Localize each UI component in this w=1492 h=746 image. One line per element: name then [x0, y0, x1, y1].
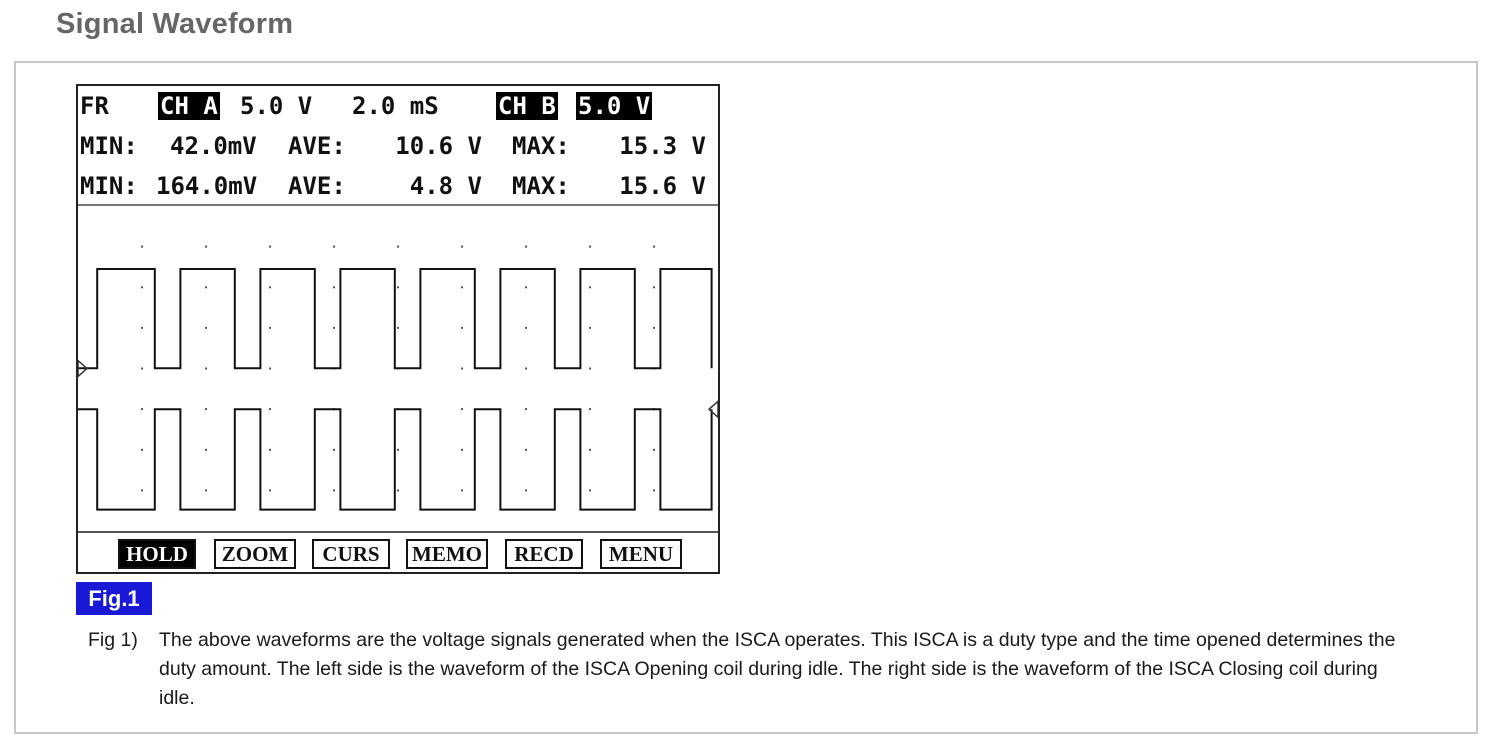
ch-a-trace — [78, 269, 712, 368]
grid-dot — [205, 408, 207, 410]
softkey-bar — [78, 531, 718, 572]
grid-dot — [141, 489, 143, 491]
grid-dot — [141, 246, 143, 248]
stat-ave-label: AVE: — [288, 132, 346, 160]
ch-a-ave-value: 10.6 V — [395, 132, 482, 160]
grid-dot — [269, 408, 271, 410]
grid-dot — [397, 327, 399, 329]
grid-dot — [461, 489, 463, 491]
grid-dot — [205, 246, 207, 248]
grid-dot — [205, 489, 207, 491]
waveform-plot — [78, 206, 718, 531]
caption-lead: Fig 1) — [88, 629, 138, 651]
menu-button[interactable]: MENU — [600, 539, 682, 569]
mode-label: FR — [80, 92, 109, 120]
stat-max-label: MAX: — [512, 132, 570, 160]
ch-b-max-value: 15.6 V — [619, 172, 706, 200]
grid-dot — [589, 408, 591, 410]
grid-dot — [525, 286, 527, 288]
grid-dot — [461, 368, 463, 370]
grid-dot — [525, 368, 527, 370]
ch-b-volts: 5.0 V — [578, 92, 651, 120]
grid-dot — [589, 327, 591, 329]
hold-button[interactable]: HOLD — [118, 539, 196, 569]
ch-b-trigger-marker — [709, 401, 718, 417]
grid-dot — [589, 286, 591, 288]
grid-dot — [333, 449, 335, 451]
grid-dot — [653, 246, 655, 248]
grid-dot — [461, 286, 463, 288]
grid-dot — [205, 327, 207, 329]
grid-dot — [333, 489, 335, 491]
grid-dot — [525, 449, 527, 451]
caption-text: The above waveforms are the voltage signals generated when the ISCA operates. This ISCA is a duty type and the time opened determines the duty amount. The left side is the waveform of the ISCA Opening coil during idle. The right side is the waveform of the ISCA Closing coil during idle. — [159, 629, 1396, 709]
zoom-button[interactable]: ZOOM — [214, 539, 296, 569]
figure-label-badge: Fig.1 — [76, 582, 152, 615]
ch-b-label[interactable]: CH B — [498, 92, 556, 120]
grid-dot — [525, 246, 527, 248]
ch-b-min-value: 164.0mV — [156, 172, 258, 200]
grid-dot — [653, 449, 655, 451]
ch-a-min-value: 42.0mV — [170, 132, 257, 160]
grid-dot — [397, 286, 399, 288]
grid-dot — [141, 408, 143, 410]
grid-dot — [589, 489, 591, 491]
grid-dot — [141, 327, 143, 329]
recd-button[interactable]: RECD — [505, 539, 583, 569]
grid-dot — [461, 449, 463, 451]
grid-dot — [397, 246, 399, 248]
scope-header — [78, 86, 718, 206]
grid-dot — [461, 246, 463, 248]
memo-button[interactable]: MEMO — [406, 539, 488, 569]
grid-dot — [397, 449, 399, 451]
grid-dot — [525, 327, 527, 329]
grid-dot — [397, 489, 399, 491]
grid-dot — [333, 327, 335, 329]
grid-dot — [141, 368, 143, 370]
grid-dot — [653, 327, 655, 329]
stat-max-label: MAX: — [512, 172, 570, 200]
grid-dot — [589, 246, 591, 248]
grid-dot — [269, 286, 271, 288]
grid-dot — [269, 449, 271, 451]
grid-dot — [205, 449, 207, 451]
grid-dot — [461, 327, 463, 329]
stat-ave-label: AVE: — [288, 172, 346, 200]
grid-dot — [141, 449, 143, 451]
grid-dot — [653, 489, 655, 491]
stat-min-label: MIN: — [80, 172, 138, 200]
oscilloscope-screen — [76, 84, 720, 574]
ch-b-ave-value: 4.8 V — [409, 172, 482, 200]
grid-dot — [205, 368, 207, 370]
stat-min-label: MIN: — [80, 132, 138, 160]
grid-dot — [269, 489, 271, 491]
grid-dot — [269, 327, 271, 329]
grid-dot — [205, 286, 207, 288]
grid-dot — [653, 286, 655, 288]
grid-dot — [333, 286, 335, 288]
grid-dot — [525, 489, 527, 491]
grid-dot — [589, 449, 591, 451]
ch-a-volts: 5.0 V — [240, 92, 313, 120]
grid-dot — [461, 408, 463, 410]
curs-button[interactable]: CURS — [312, 539, 390, 569]
grid-dot — [589, 368, 591, 370]
grid-dot — [269, 246, 271, 248]
ch-a-max-value: 15.3 V — [619, 132, 706, 160]
grid-dot — [141, 286, 143, 288]
timebase-readout: 2.0 mS — [352, 92, 439, 120]
grid-dot — [525, 408, 527, 410]
ch-a-label[interactable]: CH A — [160, 92, 218, 120]
grid-dot — [269, 368, 271, 370]
ch-b-trace — [78, 409, 712, 509]
page-title: Signal Waveform — [56, 8, 294, 40]
grid-dot — [333, 246, 335, 248]
